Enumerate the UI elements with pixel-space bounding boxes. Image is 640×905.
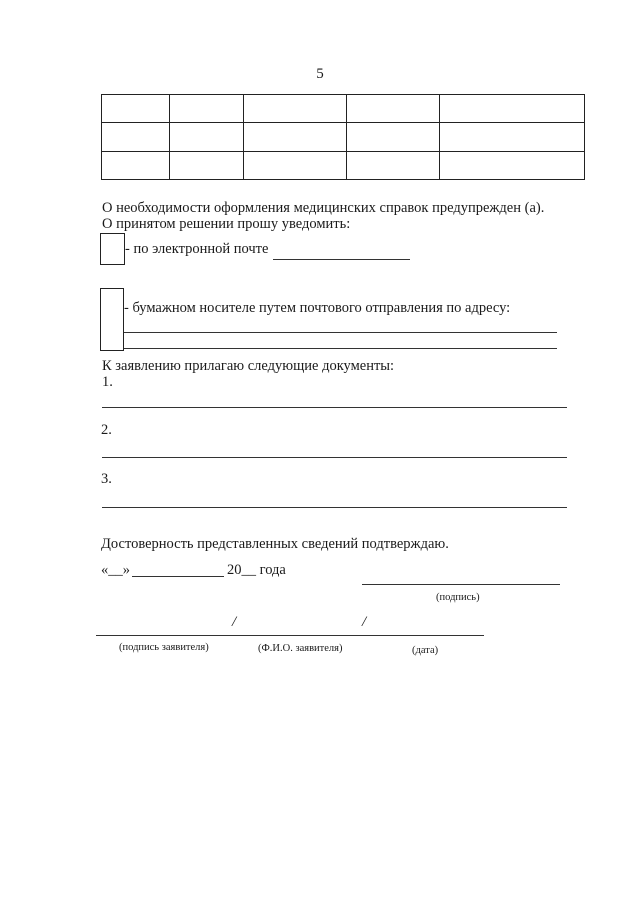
- item-2-label: 2.: [101, 422, 112, 438]
- item-1-line[interactable]: [102, 407, 567, 408]
- item-2-line[interactable]: [102, 457, 567, 458]
- table-cell[interactable]: [102, 151, 170, 179]
- table-row: [102, 123, 585, 151]
- table-cell[interactable]: [347, 95, 440, 123]
- applicant-signature-line[interactable]: [96, 635, 484, 636]
- table-cell[interactable]: [170, 151, 244, 179]
- date-year: 20__ года: [227, 562, 286, 578]
- table-cell[interactable]: [440, 151, 585, 179]
- address-line-2[interactable]: [124, 348, 557, 349]
- applicant-signature-caption: (подпись заявителя): [119, 642, 209, 653]
- table-cell[interactable]: [244, 151, 347, 179]
- table-cell[interactable]: [347, 123, 440, 151]
- table-cell[interactable]: [170, 123, 244, 151]
- table-cell[interactable]: [347, 151, 440, 179]
- applicant-name-caption: (Ф.И.О. заявителя): [258, 643, 343, 654]
- paper-checkbox[interactable]: [100, 288, 124, 351]
- table-cell[interactable]: [170, 95, 244, 123]
- option-email-label: - по электронной почте: [125, 241, 269, 257]
- address-line-1[interactable]: [124, 332, 557, 333]
- table-row: [102, 95, 585, 123]
- date-open: «__»: [101, 562, 130, 578]
- signature-line[interactable]: [362, 584, 560, 585]
- table-cell[interactable]: [244, 95, 347, 123]
- slash-1: /: [232, 614, 237, 630]
- table-cell[interactable]: [244, 123, 347, 151]
- email-checkbox[interactable]: [100, 233, 125, 265]
- table-cell[interactable]: [102, 95, 170, 123]
- item-3-line[interactable]: [102, 507, 567, 508]
- slash-2: /: [362, 614, 367, 630]
- data-table: [101, 94, 585, 180]
- notify-request-text: О принятом решении прошу уведомить:: [102, 216, 351, 232]
- page-number: 5: [316, 66, 324, 82]
- table-cell[interactable]: [440, 95, 585, 123]
- confirm-text: Достоверность представленных сведений подтверждаю.: [101, 536, 449, 552]
- table-cell[interactable]: [440, 123, 585, 151]
- option-paper-label: - бумажном носителе путем почтового отправления по адресу:: [124, 300, 511, 316]
- email-input-line[interactable]: [273, 259, 410, 260]
- item-3-label: 3.: [101, 471, 112, 487]
- date-caption: (дата): [412, 645, 439, 656]
- table-cell[interactable]: [102, 123, 170, 151]
- date-month-line[interactable]: [132, 576, 224, 577]
- signature-caption: (подпись): [436, 592, 480, 603]
- warning-text: О необходимости оформления медицинских справок предупрежден (а).: [102, 200, 545, 216]
- item-1-label: 1.: [102, 374, 113, 390]
- table-row: [102, 151, 585, 179]
- attachments-title: К заявлению прилагаю следующие документы:: [102, 358, 395, 374]
